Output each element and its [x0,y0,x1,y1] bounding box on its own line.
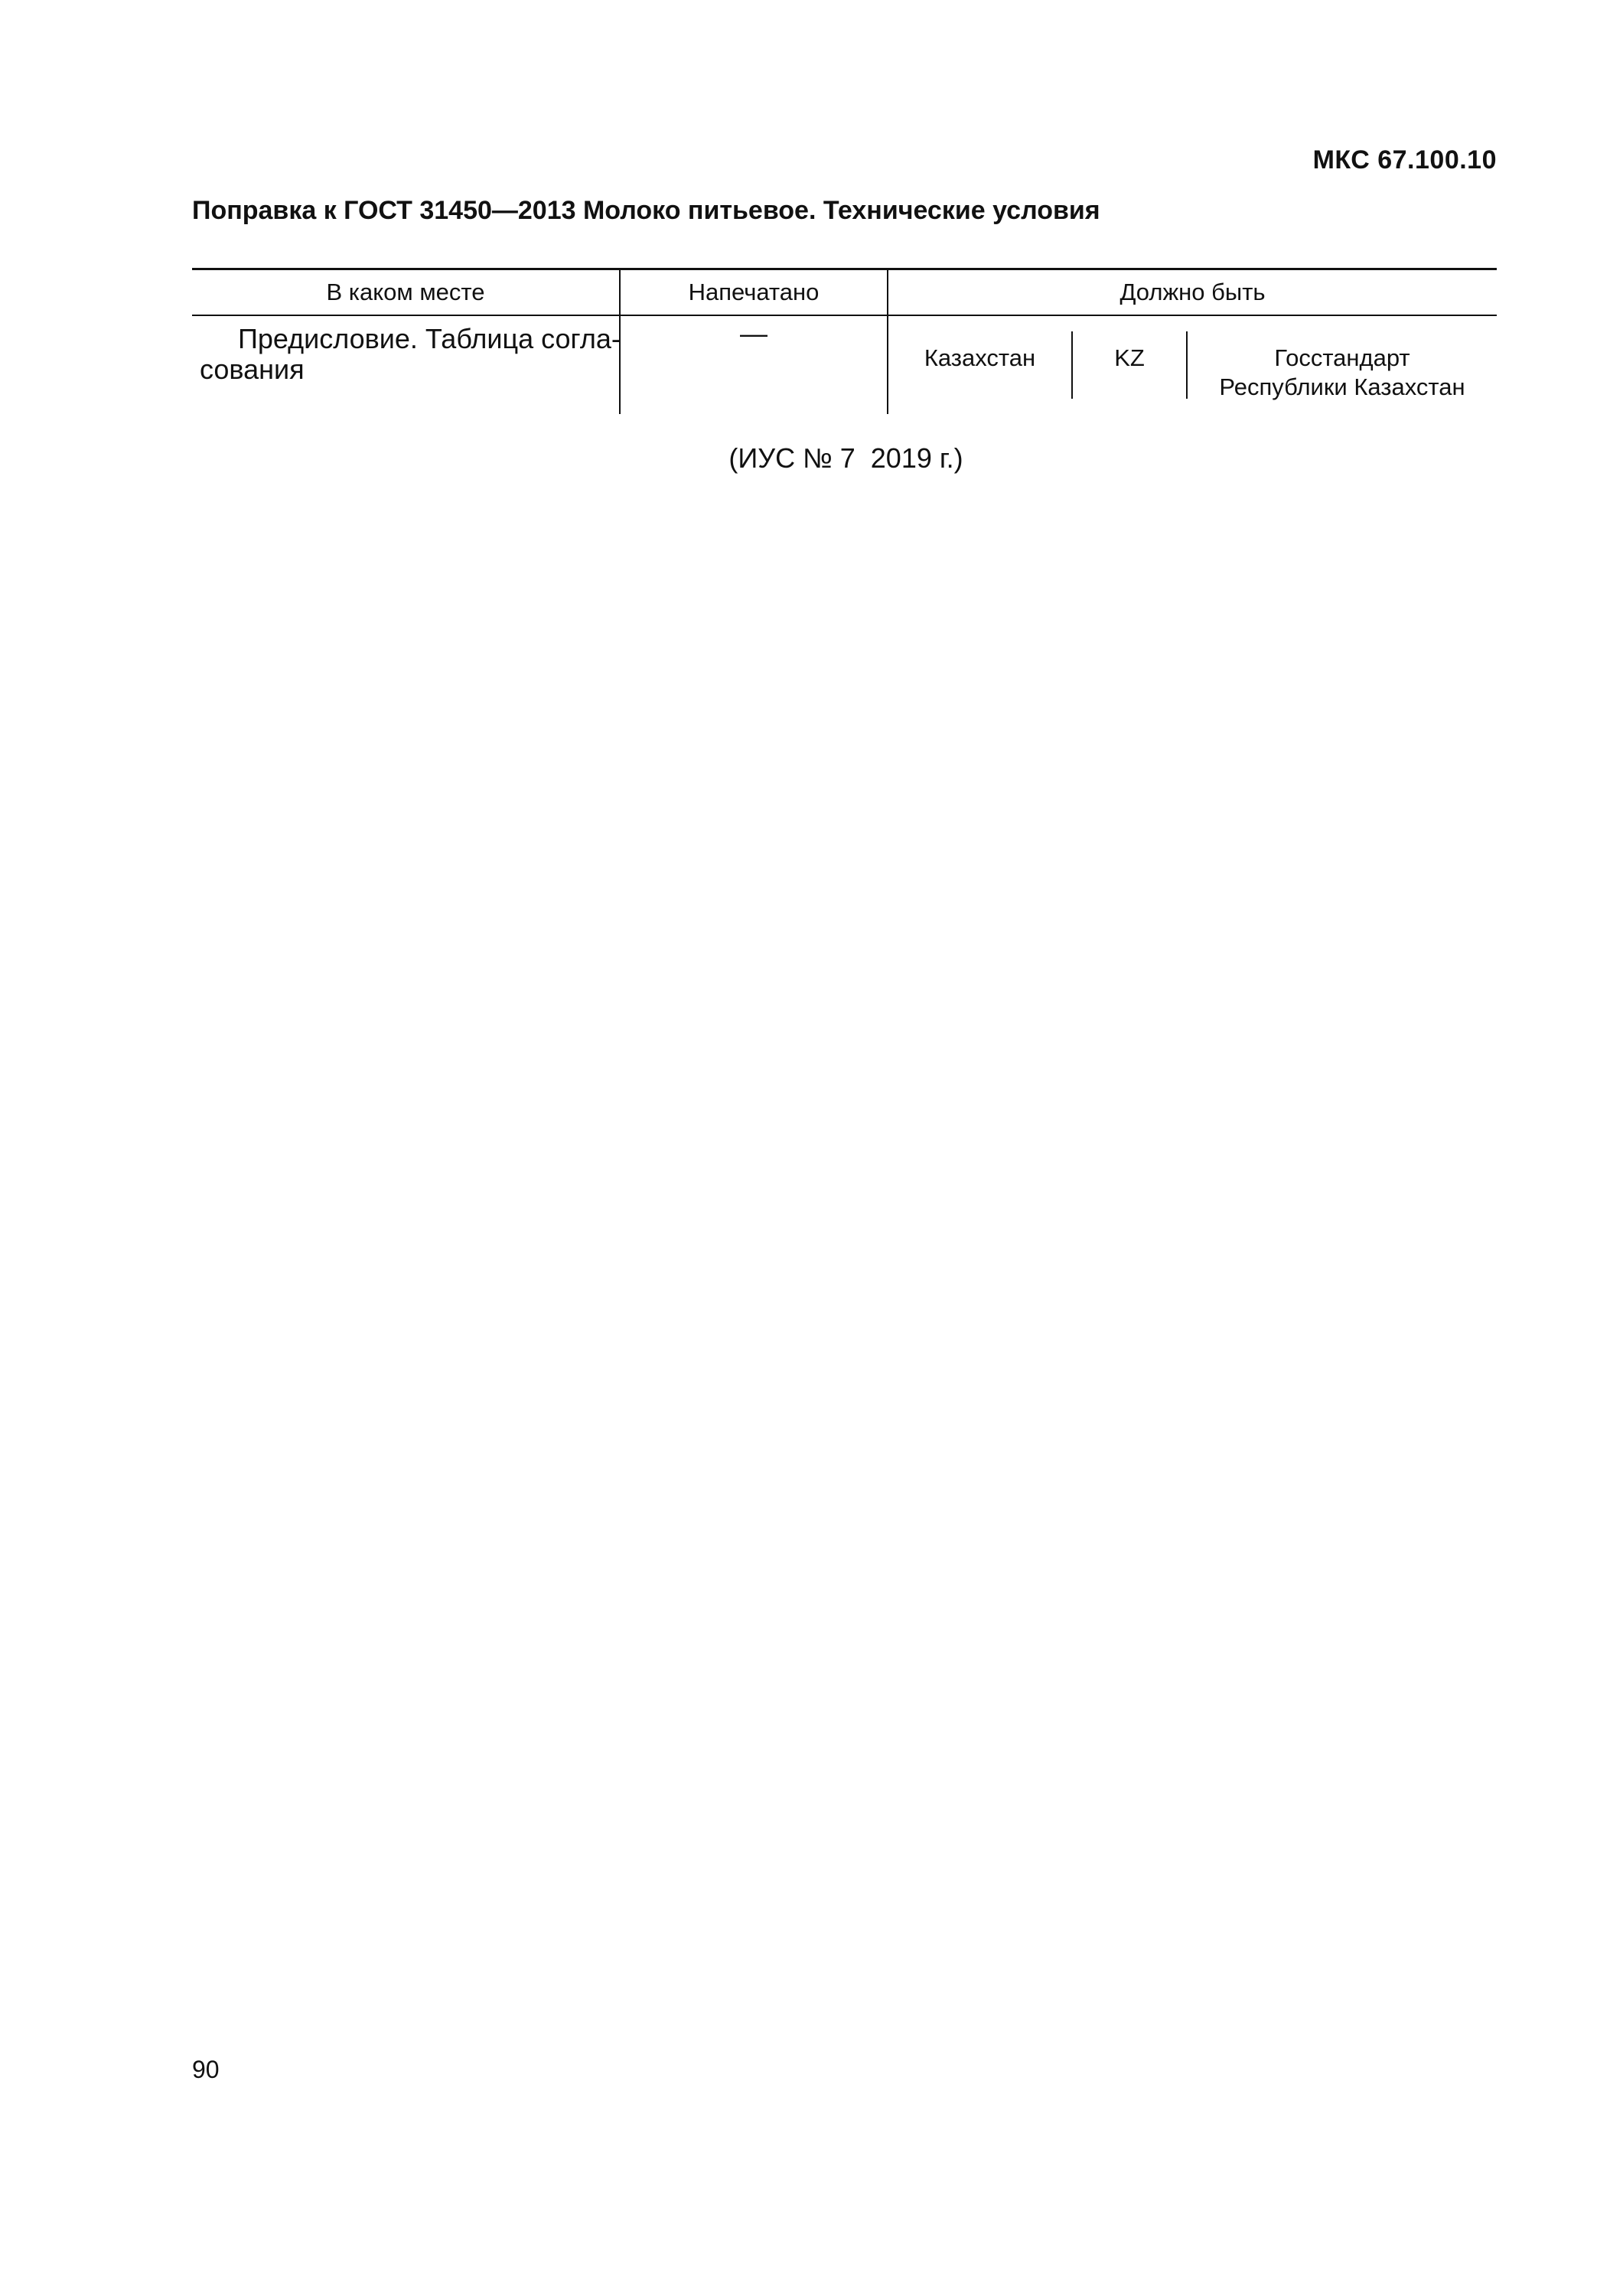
table-row [192,316,1497,414]
document-title: Поправка к ГОСТ 31450—2013 Молоко питьевое. Технические условия [192,196,1100,225]
column-header-place: В каком месте [192,270,621,315]
country-cell: Казахстан [888,331,1073,399]
standards-body-line1: Госстандарт [1274,344,1410,371]
should-be-cell [888,316,1497,414]
standards-body-cell [1188,331,1497,399]
ius-reference: (ИУС № 7 2019 г.) [728,442,963,474]
correction-table [192,268,1497,414]
place-text-line2: сования [200,354,305,385]
place-cell [192,316,621,414]
column-header-should-be: Должно быть [1119,279,1266,305]
mks-code: МКС 67.100.10 [1312,145,1497,174]
printed-cell: — [621,316,888,414]
place-text-line1: Предисловие. Таблица согла- [238,323,621,354]
table-header-row [192,270,1497,316]
page-number: 90 [192,2056,220,2083]
country-code-cell: KZ [1073,331,1188,399]
standards-body-line2: Республики Казахстан [1219,373,1465,400]
column-header-printed: Напечатано [621,270,888,315]
